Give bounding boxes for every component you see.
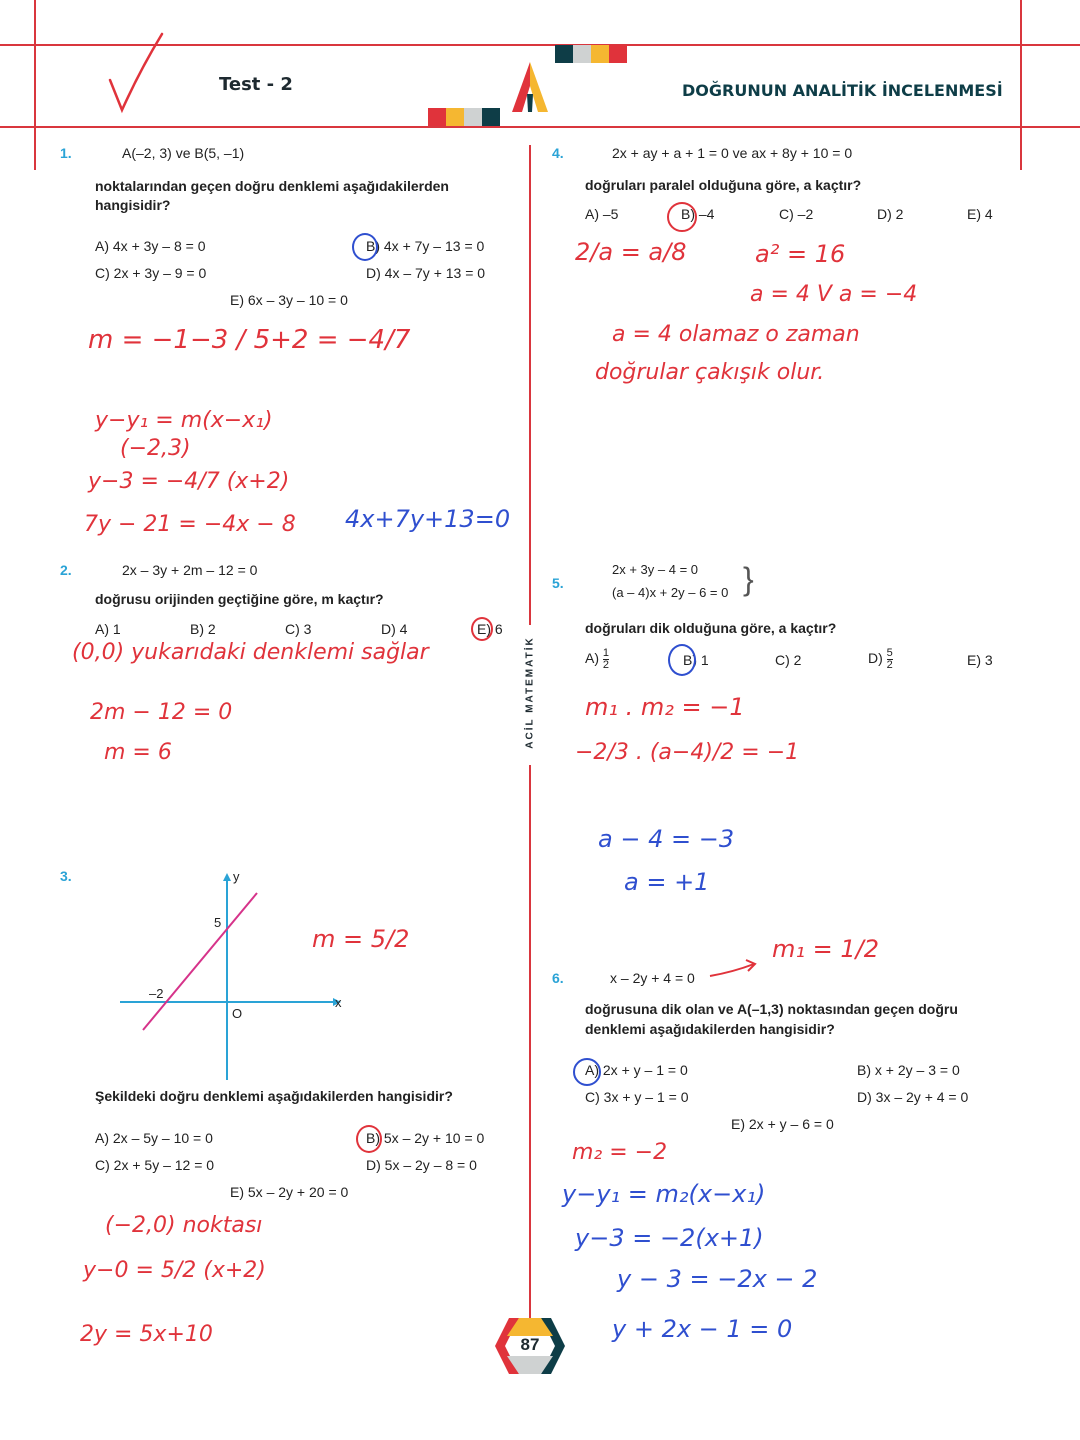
q4-answer-mark (667, 202, 697, 232)
q5-option-c[interactable]: C) 2 (775, 652, 802, 668)
q4-hw-line: 2/a = a/8 (575, 238, 687, 266)
q6-hw-line: y−3 = −2(x+1) (575, 1224, 764, 1252)
q1-option-e[interactable]: E) 6x – 3y – 10 = 0 (230, 292, 348, 308)
q3-answer-mark (356, 1125, 382, 1153)
q3-hw-line: y−0 = 5/2 (x+2) (83, 1258, 266, 1283)
header-logo (508, 60, 552, 114)
q5-option-e[interactable]: E) 3 (967, 652, 993, 668)
q2-option-e[interactable]: E) 6 (477, 621, 503, 637)
q3-hw-slope: m = 5/2 (312, 925, 410, 953)
q4-hw-line: doğrular çakışık olur. (595, 360, 825, 385)
q1-hw-line: (−2,3) (120, 436, 191, 461)
q6-given: x – 2y + 4 = 0 (610, 970, 695, 986)
q5-number: 5. (552, 575, 564, 591)
q1-given: A(–2, 3) ve B(5, –1) (122, 145, 245, 161)
q1-option-a[interactable]: A) 4x + 3y – 8 = 0 (95, 238, 206, 254)
q6-hw-line: y + 2x − 1 = 0 (612, 1315, 793, 1343)
page-number: 87 (520, 1335, 540, 1354)
q1-hw-line: y−3 = −4/7 (x+2) (88, 469, 290, 494)
q6-hw-line: m₂ = −2 (572, 1140, 668, 1165)
q5-hw-line: a = +1 (624, 868, 710, 896)
q5-answer-mark (668, 644, 696, 676)
q5-option-a[interactable] (585, 648, 609, 671)
accent-square (428, 108, 446, 126)
q4-hw-line: a² = 16 (755, 240, 846, 268)
q1-hw-answer: 4x+7y+13=0 (345, 505, 511, 533)
q3-stem: Şekildeki doğru denklemi aşağıdakilerden hangisidir? (95, 1088, 453, 1104)
q6-option-e[interactable]: E) 2x + y – 6 = 0 (731, 1116, 834, 1132)
q2-number: 2. (60, 562, 72, 578)
q2-given: 2x – 3y + 2m – 12 = 0 (122, 562, 258, 578)
header-right-rule (1020, 0, 1022, 170)
q2-stem: doğrusu orijinden geçtiğine göre, m kaçtır? (95, 591, 384, 607)
accent-square (555, 45, 573, 63)
test-label: Test - 2 (219, 74, 293, 95)
q5-option-d-fraction (887, 648, 893, 671)
q1-stem: noktalarından geçen doğru denklemi aşağıdakilerden hangisidir? (95, 178, 449, 213)
q2-option-b[interactable]: B) 2 (190, 621, 216, 637)
q5-option-d-num: 5 (886, 647, 893, 659)
q2-option-d[interactable]: D) 4 (381, 621, 408, 637)
q3-option-b[interactable]: B) 5x – 2y + 10 = 0 (366, 1130, 485, 1146)
accent-square (482, 108, 500, 126)
q6-option-a[interactable]: A) 2x + y – 1 = 0 (585, 1062, 688, 1078)
q1-option-c[interactable]: C) 2x + 3y – 9 = 0 (95, 265, 207, 281)
q3-x-axis-label: x (335, 995, 342, 1010)
q3-option-a[interactable]: A) 2x – 5y – 10 = 0 (95, 1130, 213, 1146)
q2-answer-mark (471, 617, 493, 641)
q1-answer-mark (352, 233, 378, 261)
q4-option-d[interactable]: D) 2 (877, 206, 904, 222)
accent-square (609, 45, 627, 63)
q6-option-b[interactable]: B) x + 2y – 3 = 0 (857, 1062, 960, 1078)
q2-hw-line: m = 6 (104, 740, 172, 765)
q3-option-e[interactable]: E) 5x – 2y + 20 = 0 (230, 1184, 349, 1200)
q2-hw-line: (0,0) yukarıdaki denklemi sağlar (72, 640, 429, 665)
accent-square (446, 108, 464, 126)
q2-option-c[interactable]: C) 3 (285, 621, 312, 637)
logo-a-icon (508, 60, 552, 114)
q1-hw-line: 7y − 21 = −4x − 8 (84, 512, 296, 537)
q3-hw-line: (−2,0) noktası (105, 1213, 263, 1238)
q6-option-d[interactable]: D) 3x – 2y + 4 = 0 (857, 1089, 969, 1105)
q1-option-d[interactable]: D) 4x – 7y + 13 = 0 (366, 265, 486, 281)
q5-option-b[interactable]: B) 1 (683, 652, 709, 668)
q5-brace-icon: } (743, 561, 754, 597)
q4-number: 4. (552, 145, 564, 161)
q3-option-d[interactable]: D) 5x – 2y – 8 = 0 (366, 1157, 477, 1173)
checkmark-icon (100, 30, 170, 125)
q4-option-c[interactable]: C) –2 (779, 206, 814, 222)
q5-stem: doğruları dik olduğuna göre, a kaçtır? (585, 620, 837, 636)
q4-hw-line: a = 4 V a = −4 (750, 282, 918, 307)
q4-option-a[interactable]: A) –5 (585, 206, 619, 222)
q5-option-d-den: 2 (886, 659, 893, 671)
q1-option-b[interactable]: B) 4x + 7y – 13 = 0 (366, 238, 485, 254)
q2-hw-line: 2m − 12 = 0 (90, 700, 233, 725)
q5-line1: 2x + 3y – 4 = 0 (612, 562, 699, 577)
q5-hw-line: −2/3 . (a−4)/2 = −1 (575, 740, 800, 765)
q5-option-d-prefix: D) (868, 650, 883, 667)
q3-hw-line: 2y = 5x+10 (80, 1322, 213, 1347)
q3-origin-label: O (232, 1006, 243, 1021)
column-divider-top (529, 145, 531, 625)
q6-hw-line: y − 3 = −2x − 2 (617, 1265, 818, 1293)
q4-hw-line: a = 4 olamaz o zaman (612, 322, 860, 347)
q4-given: 2x + ay + a + 1 = 0 ve ax + 8y + 10 = 0 (612, 145, 853, 161)
q6-hw-slope: m₁ = 1/2 (772, 935, 879, 963)
q5-line2: (a – 4)x + 2y – 6 = 0 (612, 585, 729, 600)
q4-option-b[interactable]: B) –4 (681, 206, 715, 222)
q6-answer-mark (573, 1058, 601, 1086)
q3-y-axis-label: y (233, 869, 240, 884)
q6-option-c[interactable]: C) 3x + y – 1 = 0 (585, 1089, 689, 1105)
accent-square (464, 108, 482, 126)
q3-number: 3. (60, 868, 72, 884)
q1-hw-line: y−y₁ = m(x−x₁) (95, 408, 273, 433)
q2-option-a[interactable]: A) 1 (95, 621, 121, 637)
q5-option-a-prefix: A) (585, 650, 599, 667)
q1-hw-line: m = −1−3 / 5+2 = −4/7 (88, 325, 411, 355)
q6-stem: doğrusuna dik olan ve A(–1,3) noktasından geçen doğru denklemi aşağıdakilerden hangisidir? (585, 1001, 958, 1037)
q3-x-intercept-label: –2 (149, 986, 164, 1001)
q3-y-intercept-label: 5 (214, 915, 222, 930)
q1-number: 1. (60, 145, 72, 161)
q3-graph (115, 865, 355, 1085)
arrow-icon (708, 958, 758, 985)
q5-option-a-fraction (603, 648, 609, 671)
side-brand: ACİL MATEMATİK (524, 636, 536, 749)
q6-hw-line: y−y₁ = m₂(x−x₁) (562, 1180, 766, 1208)
header-left-rule (34, 0, 36, 170)
q6-number: 6. (552, 970, 564, 986)
q3-option-c[interactable]: C) 2x + 5y – 12 = 0 (95, 1157, 215, 1173)
q4-option-e[interactable]: E) 4 (967, 206, 993, 222)
q4-stem: doğruları paralel olduğuna göre, a kaçtır? (585, 177, 862, 193)
q5-option-d[interactable] (868, 648, 893, 671)
q5-hw-line: a − 4 = −3 (598, 825, 735, 853)
q5-option-a-den: 2 (602, 659, 610, 671)
q5-hw-line: m₁ . m₂ = −1 (585, 693, 745, 721)
column-divider-bottom (529, 765, 531, 1320)
q5-option-a-num: 1 (602, 647, 610, 659)
accent-square (591, 45, 609, 63)
header-bottom-rule (0, 126, 1080, 128)
accent-square (573, 45, 591, 63)
page-title: DOĞRUNUN ANALİTİK İNCELENMESİ (682, 81, 1003, 100)
